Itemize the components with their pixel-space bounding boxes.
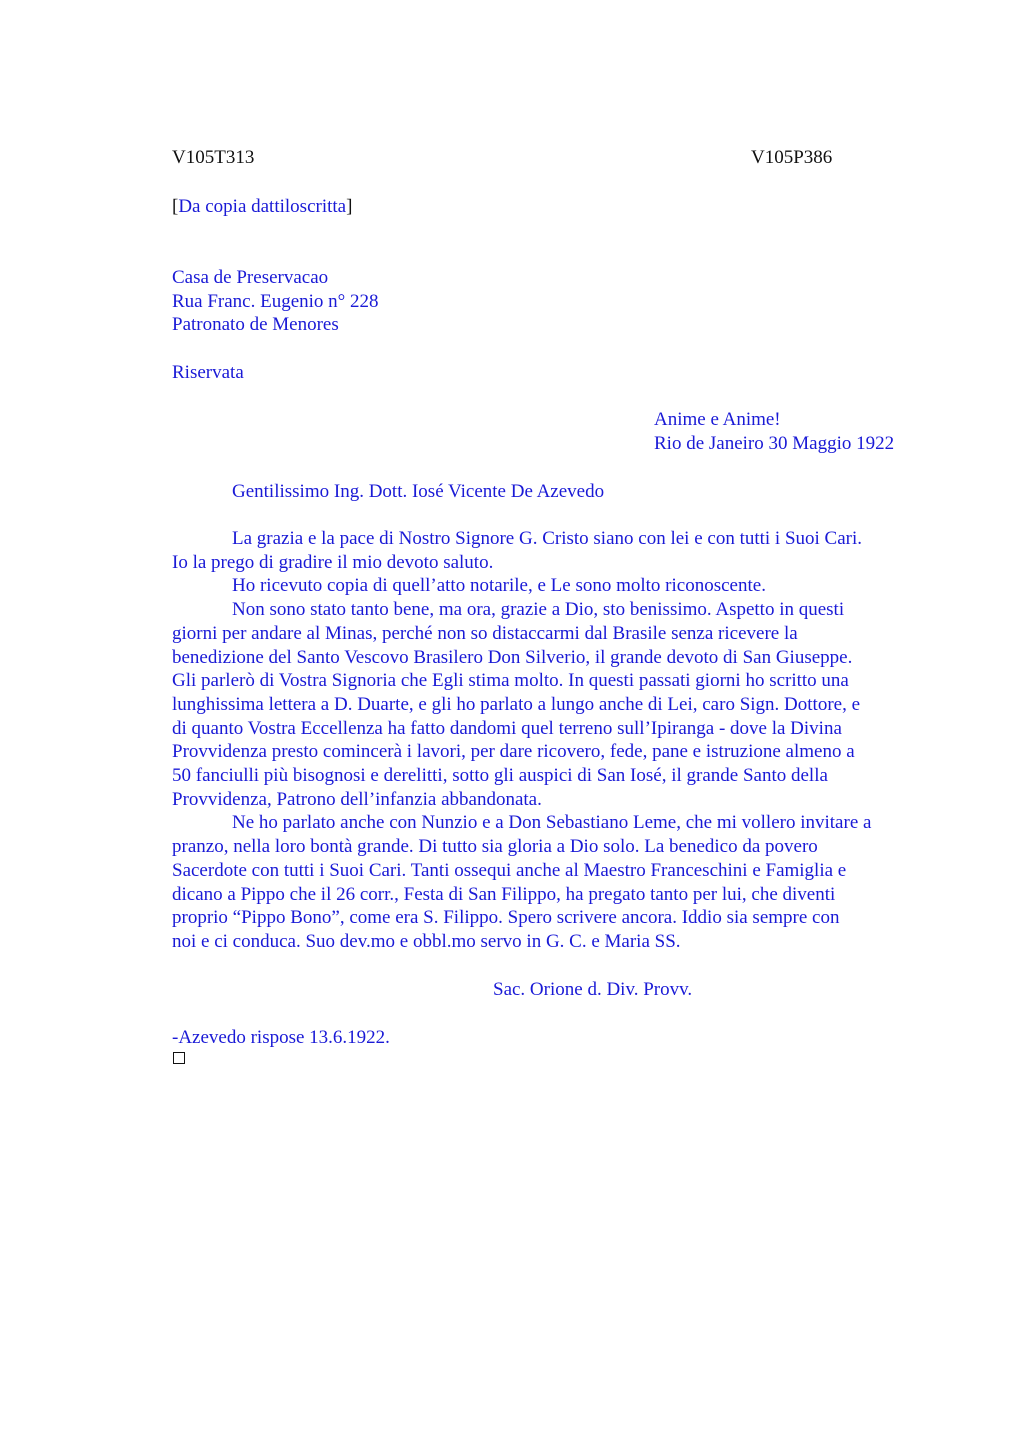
salutation: Gentilissimo Ing. Dott. Iosé Vicente De Azevedo	[232, 481, 605, 502]
body-line: noi e ci conduca. Suo dev.mo e obbl.mo servo in G. C. e Maria SS.	[172, 930, 681, 952]
body-line: Provvidenza presto comincerà i lavori, per dare ricovero, fede, pane e istruzione almeno a	[172, 741, 855, 763]
body-line: Io la prego di gradire il mio devoto saluto.	[172, 551, 494, 573]
body-line: Sacerdote con tutti i Suoi Cari. Tanti ossequi anche al Maestro Franceschini e Famiglia e	[172, 859, 847, 881]
address-block	[172, 266, 379, 385]
source-note	[172, 195, 352, 219]
place-date: Rio de Janeiro 30 Maggio 1922	[654, 432, 895, 454]
body-line: proprio “Pippo Bono”, come era S. Filippo. Spero scrivere ancora. Iddio sia sempre con	[172, 907, 840, 929]
checkbox-square-icon	[173, 1052, 185, 1064]
body-line: Ne ho parlato anche con Nunzio e a Don Sebastiano Leme, che mi vollero invitare a	[232, 812, 872, 834]
dateline	[654, 408, 894, 455]
body-line: di quanto Vostra Eccellenza ha fatto dandomi quel terreno sull’Ipiranga - dove la Divina	[172, 717, 842, 739]
address-line: Casa de Preservacao	[172, 267, 329, 288]
body-line: giorni per andare al Minas, perché non so distaccarmi dal Brasile senza ricevere la	[172, 622, 798, 644]
body-line: lunghissima lettera a D. Duarte, e gli ho parlato a lungo anche di Lei, caro Sign. Dottore, e	[172, 693, 861, 715]
address-line: Patronato de Menores	[172, 314, 339, 336]
confidential-label: Riservata	[172, 362, 244, 384]
letter-body	[172, 527, 952, 954]
right-document-code: V105P386	[751, 147, 833, 168]
source-note-text: Da copia dattiloscritta	[178, 196, 347, 217]
footnote: -Azevedo rispose 13.6.1922.	[172, 1027, 390, 1048]
source-note-close-bracket: ]	[346, 196, 353, 217]
body-line: dicano a Pippo che il 26 corr., Festa di San Filippo, ha pregato tanto per lui, che diventi	[172, 883, 836, 905]
body-line: benedizione del Santo Vescovo Brasilero Don Silverio, il grande devoto di San Giuseppe.	[172, 646, 853, 668]
body-line: La grazia e la pace di Nostro Signore G. Cristo siano con lei e con tutti i Suoi Cari.	[232, 528, 863, 549]
motto: Anime e Anime!	[654, 409, 781, 430]
signature: Sac. Orione d. Div. Provv.	[493, 979, 693, 1000]
body-line: Non sono stato tanto bene, ma ora, grazie a Dio, sto benissimo. Aspetto in questi	[232, 599, 845, 621]
body-line: Provvidenza, Patrono dell’infanzia abbandonata.	[172, 788, 542, 810]
left-document-code: V105T313	[172, 147, 255, 168]
body-line: 50 fanciulli più bisognosi e derelitti, sotto gli auspici di San Iosé, il grande Santo della	[172, 765, 828, 787]
body-line: Ho ricevuto copia di quell’atto notarile, e Le sono molto riconoscente.	[232, 575, 766, 597]
body-line: pranzo, nella loro bontà grande. Di tutto sia gloria a Dio solo. La benedico da povero	[172, 836, 818, 858]
address-line: Rua Franc. Eugenio n° 228	[172, 290, 379, 312]
source-note-open-bracket: [	[172, 196, 179, 217]
body-line: Gli parlerò di Vostra Signoria che Egli stima molto. In questi passati giorni ho scritto una	[172, 670, 849, 692]
